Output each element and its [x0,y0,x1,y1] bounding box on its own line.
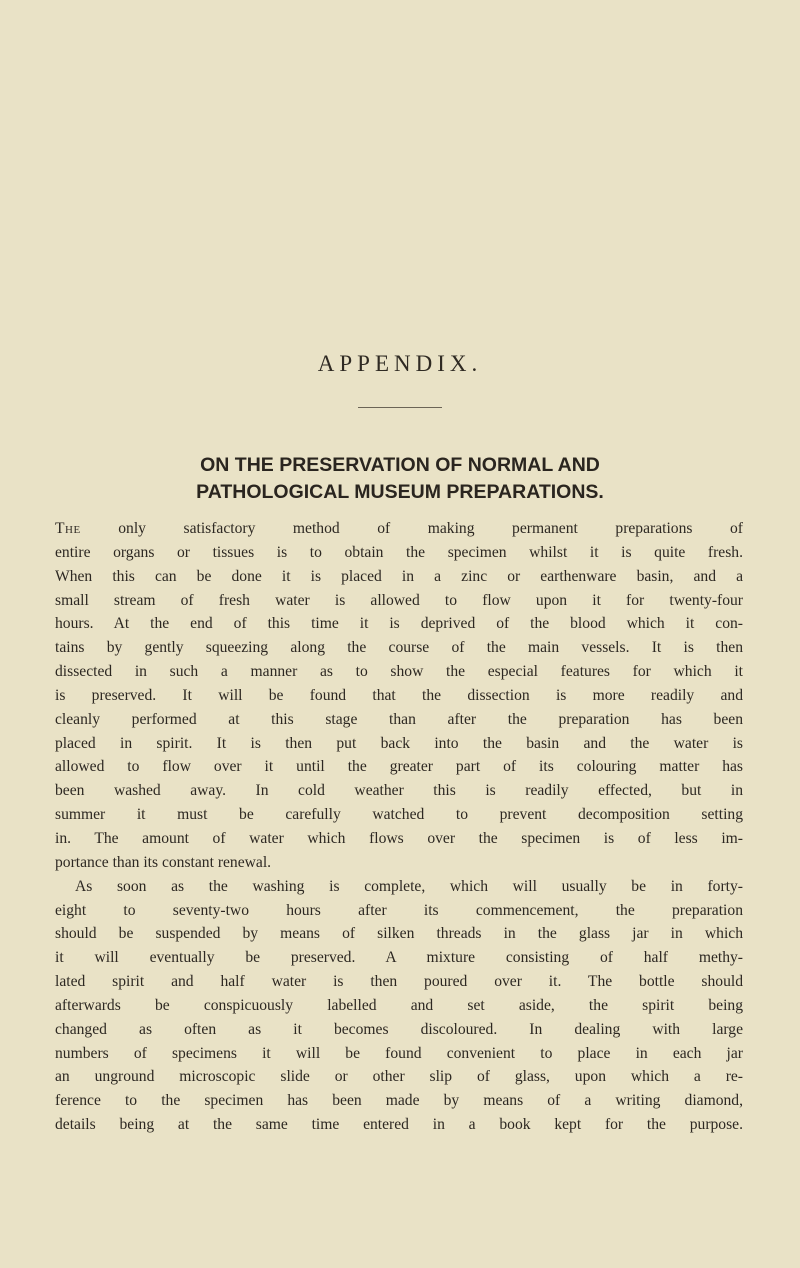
text-line-rest: only satisfactory method of making permanent preparations of [80,520,743,537]
text-line: is preserved. It will be found that the dissection is more readily and [55,686,743,704]
text-line: should be suspended by means of silken threads in the glass jar in which [55,925,743,943]
first-word: The [55,520,81,537]
text-line: As soon as the washing is complete, which will usually be in forty- [75,877,743,895]
section-title-line: PATHOLOGICAL MUSEUM PREPARATIONS. [196,481,604,503]
text-line: allowed to flow over it until the greater part of its colouring matter has [55,758,743,776]
text-line [55,517,743,541]
section-title [60,452,740,506]
body-text [55,517,743,1137]
text-line: entire organs or tissues is to obtain the specimen whilst it is quite fresh. [55,543,743,561]
text-line: cleanly performed at this stage than after the preparation has been [55,710,743,728]
text-line: numbers of specimens it will be found convenient to place in each jar [55,1044,743,1062]
text-line: been washed away. In cold weather this is readily effected, but in [55,782,743,800]
text-line: afterwards be conspicuously labelled and set aside, the spirit being [55,996,743,1014]
heading-divider [358,407,442,408]
text-line: eight to seventy-two hours after its commencement, the preparation [55,901,743,919]
text-line: small stream of fresh water is allowed to flow upon it for twenty-four [55,591,743,609]
text-line: changed as often as it becomes discoloured. In dealing with large [55,1020,743,1038]
text-line: ference to the specimen has been made by means of a writing diamond, [55,1092,743,1110]
appendix-heading: APPENDIX. [317,351,483,376]
section-title-line: ON THE PRESERVATION OF NORMAL AND [200,454,600,476]
text-line: in. The amount of water which flows over the specimen is of less im- [55,829,743,847]
text-line: portance than its constant renewal. [55,853,272,871]
text-line: tains by gently squeezing along the course of the main vessels. It is then [55,639,743,657]
text-line: placed in spirit. It is then put back into the basin and the water is [55,734,743,752]
text-line: When this can be done it is placed in a zinc or earthenware basin, and a [55,567,743,585]
text-line: hours. At the end of this time it is deprived of the blood which it con- [55,615,743,633]
text-line: summer it must be carefully watched to prevent decomposition setting [55,806,743,824]
text-line: lated spirit and half water is then poured over it. The bottle should [55,973,743,991]
text-line: it will eventually be preserved. A mixture consisting of half methy- [55,949,743,967]
text-line: an unground microscopic slide or other slip of glass, upon which a re- [55,1068,743,1086]
text-line: dissected in such a manner as to show the especial features for which it [55,663,743,681]
text-line: details being at the same time entered in a book kept for the purpose. [55,1116,743,1134]
